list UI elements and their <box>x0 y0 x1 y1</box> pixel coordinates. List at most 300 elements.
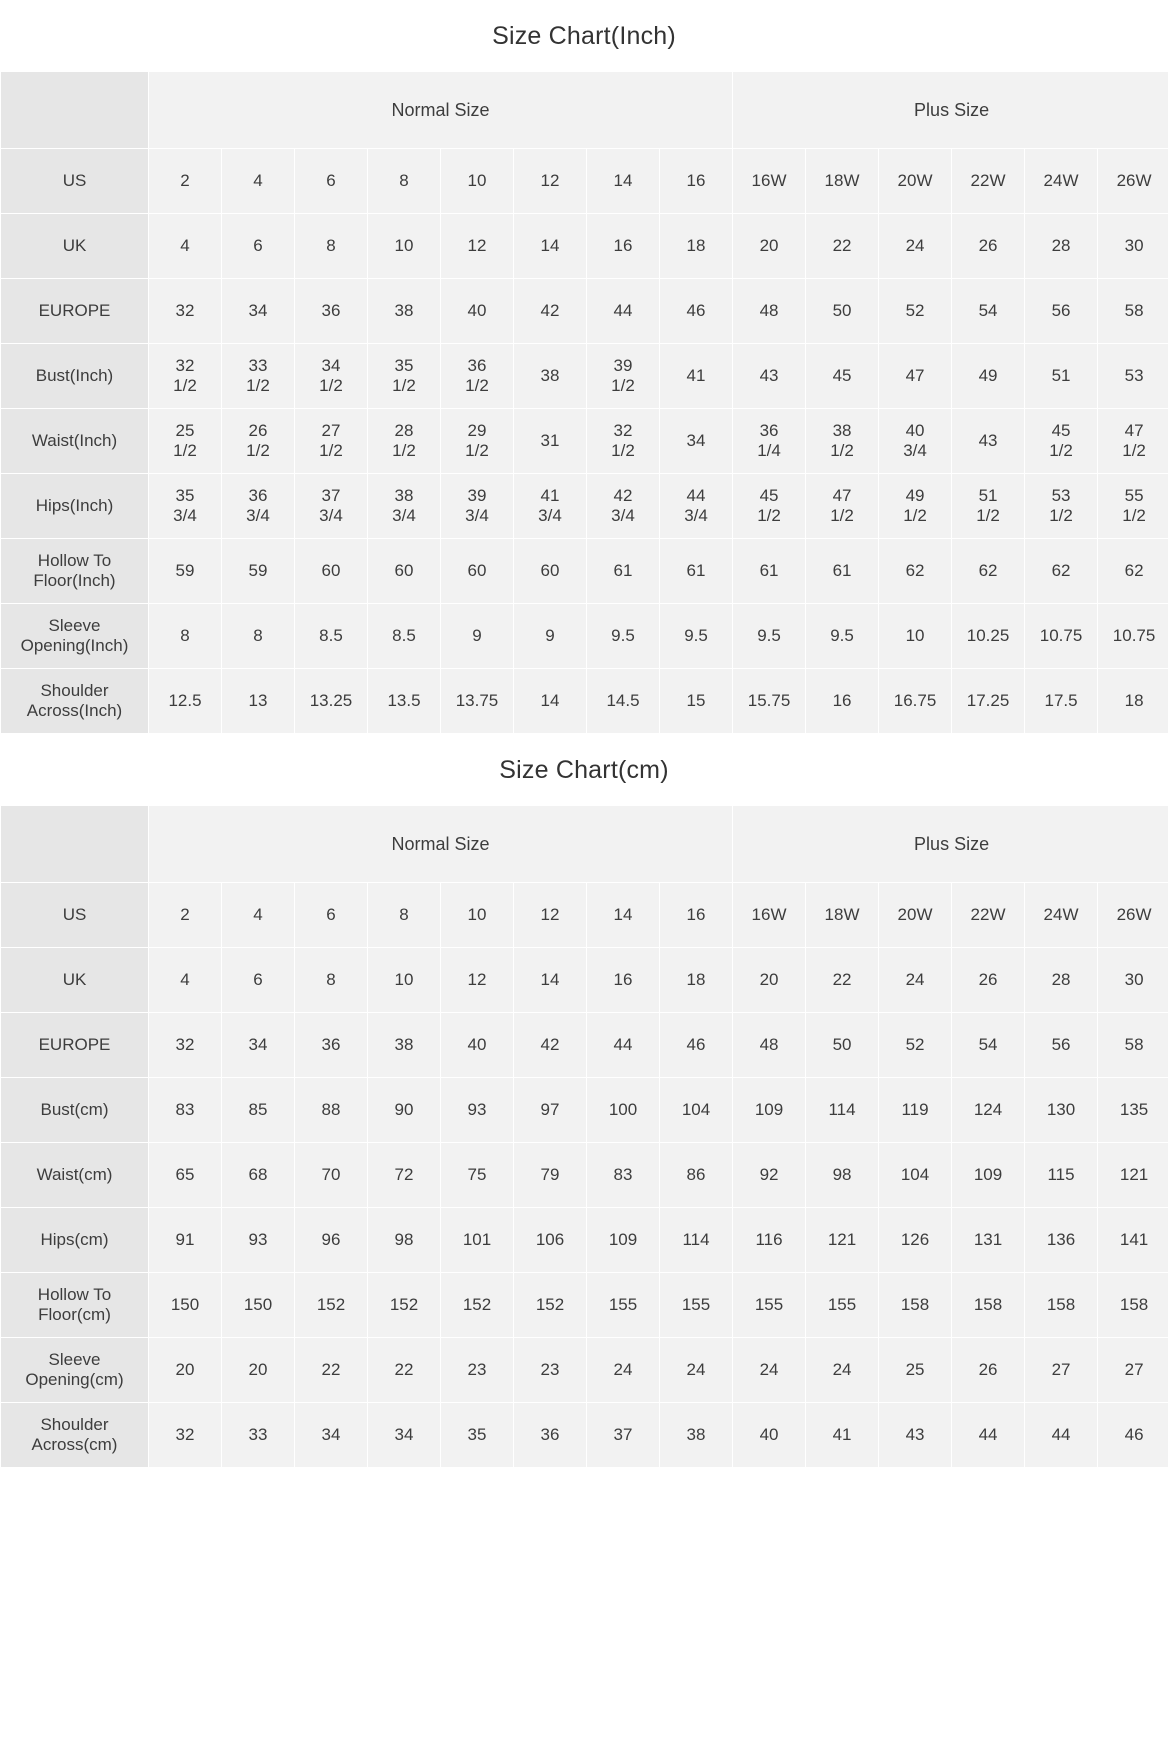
table-row <box>1 279 1168 344</box>
table-cell: 46 <box>1098 1403 1168 1468</box>
table-row-group-header <box>1 72 1168 149</box>
table-cell: 38 <box>368 279 441 344</box>
table-cell: 2 <box>149 883 222 948</box>
table-cell: 60 <box>514 539 587 604</box>
table-cell: 8 <box>149 604 222 669</box>
table-cell: 44 <box>1025 1403 1098 1468</box>
table-cell: 59 <box>222 539 295 604</box>
table-cell: 28 <box>1025 214 1098 279</box>
table-cell: 26 <box>952 1338 1025 1403</box>
size-table-inch <box>0 71 1168 734</box>
table-cell: 60 <box>295 539 368 604</box>
table-cell: 83 <box>587 1143 660 1208</box>
table-cell: 13 <box>222 669 295 734</box>
table-cell: 37 3/4 <box>295 474 368 539</box>
table-row <box>1 474 1168 539</box>
table-cell: 60 <box>368 539 441 604</box>
table-row <box>1 669 1168 734</box>
table-cell: 52 <box>879 279 952 344</box>
table-row-group-header <box>1 806 1168 883</box>
table-cell: 121 <box>1098 1143 1168 1208</box>
table-cell: 42 <box>514 1013 587 1078</box>
table-cell: 70 <box>295 1143 368 1208</box>
table-cell: 15 <box>660 669 733 734</box>
table-cell: 13.5 <box>368 669 441 734</box>
table-cell: 20 <box>733 214 806 279</box>
table-cell: 115 <box>1025 1143 1098 1208</box>
table-cell: 61 <box>806 539 879 604</box>
table-cell: 32 <box>149 279 222 344</box>
table-cell: 16 <box>660 883 733 948</box>
table-cell: 16 <box>660 149 733 214</box>
table-cell: 30 <box>1098 214 1168 279</box>
table-cell: 9.5 <box>587 604 660 669</box>
table-row <box>1 1273 1168 1338</box>
table-cell: 58 <box>1098 279 1168 344</box>
table-cell: 8 <box>368 149 441 214</box>
table-cell: 36 1/4 <box>733 409 806 474</box>
table-cell: 75 <box>441 1143 514 1208</box>
table-cell: 27 1/2 <box>295 409 368 474</box>
table-cell: 12 <box>514 149 587 214</box>
table-cell: 155 <box>660 1273 733 1338</box>
table-cell: 26 <box>952 948 1025 1013</box>
table-cell: 16.75 <box>879 669 952 734</box>
table-cell: 109 <box>587 1208 660 1273</box>
table-cell: 32 <box>149 1013 222 1078</box>
row-header-waist-cm: Waist(cm) <box>1 1143 149 1208</box>
table-cell: 8 <box>295 214 368 279</box>
table-cell: 18 <box>660 948 733 1013</box>
table-cell: 32 1/2 <box>149 344 222 409</box>
table-cell: 34 <box>295 1403 368 1468</box>
table-cell: 158 <box>1025 1273 1098 1338</box>
table-cell: 2 <box>149 149 222 214</box>
table-cell: 44 <box>587 1013 660 1078</box>
table-cell: 158 <box>879 1273 952 1338</box>
table-cell: 42 <box>514 279 587 344</box>
table-cell: 91 <box>149 1208 222 1273</box>
group-header-normal-size: Normal Size <box>149 806 733 883</box>
table-cell: 43 <box>952 409 1025 474</box>
table-cell: 62 <box>1098 539 1168 604</box>
table-cell: 40 3/4 <box>879 409 952 474</box>
table-cell: 24 <box>733 1338 806 1403</box>
table-cell: 24 <box>806 1338 879 1403</box>
table-cell: 85 <box>222 1078 295 1143</box>
table-cell: 62 <box>1025 539 1098 604</box>
table-cell: 158 <box>952 1273 1025 1338</box>
table-cell: 26 <box>952 214 1025 279</box>
table-cell: 104 <box>660 1078 733 1143</box>
group-header-plus-size: Plus Size <box>733 72 1168 149</box>
table-cell: 58 <box>1098 1013 1168 1078</box>
row-header-shoulder-across-inch: Shoulder Across(Inch) <box>1 669 149 734</box>
table-cell: 152 <box>441 1273 514 1338</box>
table-cell: 20 <box>222 1338 295 1403</box>
row-header-sleeve-opening-inch: Sleeve Opening(Inch) <box>1 604 149 669</box>
table-cell: 88 <box>295 1078 368 1143</box>
row-header-europe: EUROPE <box>1 279 149 344</box>
table-row <box>1 1403 1168 1468</box>
table-cell: 141 <box>1098 1208 1168 1273</box>
table-row <box>1 214 1168 279</box>
table-cell: 109 <box>733 1078 806 1143</box>
table-cell: 56 <box>1025 1013 1098 1078</box>
table-cell: 6 <box>222 948 295 1013</box>
table-cell: 62 <box>952 539 1025 604</box>
table-cell: 4 <box>149 214 222 279</box>
table-cell: 9 <box>441 604 514 669</box>
table-cell: 50 <box>806 279 879 344</box>
table-cell: 93 <box>441 1078 514 1143</box>
table-cell: 28 1/2 <box>368 409 441 474</box>
table-cell: 40 <box>441 279 514 344</box>
row-header-bust-inch: Bust(Inch) <box>1 344 149 409</box>
table-cell: 12.5 <box>149 669 222 734</box>
table-cell: 10 <box>441 149 514 214</box>
table-cell: 40 <box>441 1013 514 1078</box>
table-cell: 33 <box>222 1403 295 1468</box>
table-cell: 54 <box>952 1013 1025 1078</box>
table-cell: 20W <box>879 883 952 948</box>
table-cell: 35 1/2 <box>368 344 441 409</box>
table-cell: 6 <box>222 214 295 279</box>
table-cell: 83 <box>149 1078 222 1143</box>
table-cell: 27 <box>1025 1338 1098 1403</box>
table-row <box>1 948 1168 1013</box>
table-cell: 24 <box>879 214 952 279</box>
table-cell: 98 <box>368 1208 441 1273</box>
table-cell: 65 <box>149 1143 222 1208</box>
table-cell: 18 <box>660 214 733 279</box>
table-cell: 20 <box>733 948 806 1013</box>
table-cell: 62 <box>879 539 952 604</box>
table-cell: 9.5 <box>660 604 733 669</box>
table-cell: 35 3/4 <box>149 474 222 539</box>
table-cell: 119 <box>879 1078 952 1143</box>
table-cell: 22 <box>295 1338 368 1403</box>
table-cell: 44 <box>587 279 660 344</box>
table-cell: 6 <box>295 149 368 214</box>
table-cell: 8.5 <box>368 604 441 669</box>
row-header-hips-cm: Hips(cm) <box>1 1208 149 1273</box>
table-cell: 10.75 <box>1098 604 1168 669</box>
table-cell: 124 <box>952 1078 1025 1143</box>
table-row <box>1 1143 1168 1208</box>
table-cell: 30 <box>1098 948 1168 1013</box>
table-cell: 25 1/2 <box>149 409 222 474</box>
row-header-waist-inch: Waist(Inch) <box>1 409 149 474</box>
table-cell: 38 <box>660 1403 733 1468</box>
table-cell: 40 <box>733 1403 806 1468</box>
table-cell: 48 <box>733 1013 806 1078</box>
table-cell: 32 1/2 <box>587 409 660 474</box>
table-corner-cell <box>1 72 149 149</box>
table-cell: 61 <box>660 539 733 604</box>
table-cell: 50 <box>806 1013 879 1078</box>
row-header-uk: UK <box>1 214 149 279</box>
table-cell: 35 <box>441 1403 514 1468</box>
table-cell: 33 1/2 <box>222 344 295 409</box>
table-row <box>1 883 1168 948</box>
group-header-normal-size: Normal Size <box>149 72 733 149</box>
page-title-inch: Size Chart(Inch) <box>492 22 676 50</box>
table-cell: 136 <box>1025 1208 1098 1273</box>
table-cell: 16W <box>733 149 806 214</box>
table-cell: 53 <box>1098 344 1168 409</box>
table-cell: 41 3/4 <box>514 474 587 539</box>
table-cell: 20 <box>149 1338 222 1403</box>
table-cell: 34 <box>222 1013 295 1078</box>
table-cell: 37 <box>587 1403 660 1468</box>
table-cell: 45 1/2 <box>1025 409 1098 474</box>
table-cell: 68 <box>222 1143 295 1208</box>
table-cell: 28 <box>1025 948 1098 1013</box>
table-cell: 121 <box>806 1208 879 1273</box>
table-cell: 42 3/4 <box>587 474 660 539</box>
table-cell: 100 <box>587 1078 660 1143</box>
table-cell: 24W <box>1025 149 1098 214</box>
table-cell: 13.75 <box>441 669 514 734</box>
table-cell: 49 <box>952 344 1025 409</box>
table-cell: 96 <box>295 1208 368 1273</box>
table-cell: 150 <box>222 1273 295 1338</box>
table-cell: 98 <box>806 1143 879 1208</box>
size-table-cm-body <box>1 806 1168 1468</box>
table-cell: 12 <box>441 948 514 1013</box>
table-cell: 36 3/4 <box>222 474 295 539</box>
table-cell: 51 <box>1025 344 1098 409</box>
table-cell: 90 <box>368 1078 441 1143</box>
table-cell: 26W <box>1098 883 1168 948</box>
table-cell: 48 <box>733 279 806 344</box>
table-cell: 56 <box>1025 279 1098 344</box>
table-cell: 55 1/2 <box>1098 474 1168 539</box>
table-cell: 72 <box>368 1143 441 1208</box>
table-cell: 17.25 <box>952 669 1025 734</box>
table-cell: 46 <box>660 279 733 344</box>
table-cell: 15.75 <box>733 669 806 734</box>
row-header-shoulder-across-cm: Shoulder Across(cm) <box>1 1403 149 1468</box>
table-cell: 26W <box>1098 149 1168 214</box>
table-cell: 51 1/2 <box>952 474 1025 539</box>
table-cell: 39 3/4 <box>441 474 514 539</box>
table-cell: 27 <box>1098 1338 1168 1403</box>
size-chart-inch-section <box>0 0 1168 734</box>
page-title-cm: Size Chart(cm) <box>499 756 669 784</box>
table-cell: 12 <box>514 883 587 948</box>
table-cell: 47 1/2 <box>806 474 879 539</box>
table-cell: 24W <box>1025 883 1098 948</box>
table-cell: 24 <box>587 1338 660 1403</box>
table-cell: 152 <box>368 1273 441 1338</box>
table-cell: 29 1/2 <box>441 409 514 474</box>
table-cell: 44 3/4 <box>660 474 733 539</box>
table-row <box>1 1013 1168 1078</box>
table-cell: 10 <box>879 604 952 669</box>
table-cell: 26 1/2 <box>222 409 295 474</box>
table-cell: 34 <box>222 279 295 344</box>
table-cell: 47 <box>879 344 952 409</box>
row-header-bust-cm: Bust(cm) <box>1 1078 149 1143</box>
row-header-us: US <box>1 883 149 948</box>
row-header-hollow-to-floor-inch: Hollow To Floor(Inch) <box>1 539 149 604</box>
table-cell: 22 <box>368 1338 441 1403</box>
table-cell: 10 <box>368 948 441 1013</box>
table-cell: 44 <box>952 1403 1025 1468</box>
table-row <box>1 604 1168 669</box>
table-cell: 114 <box>660 1208 733 1273</box>
table-cell: 86 <box>660 1143 733 1208</box>
table-corner-cell <box>1 806 149 883</box>
table-cell: 61 <box>733 539 806 604</box>
table-cell: 61 <box>587 539 660 604</box>
table-cell: 8 <box>222 604 295 669</box>
table-cell: 155 <box>806 1273 879 1338</box>
table-cell: 14 <box>587 149 660 214</box>
row-header-sleeve-opening-cm: Sleeve Opening(cm) <box>1 1338 149 1403</box>
table-cell: 116 <box>733 1208 806 1273</box>
size-table-cm <box>0 805 1168 1468</box>
table-cell: 36 1/2 <box>441 344 514 409</box>
table-cell: 36 <box>295 1013 368 1078</box>
table-cell: 109 <box>952 1143 1025 1208</box>
table-cell: 18W <box>806 883 879 948</box>
table-cell: 4 <box>222 883 295 948</box>
table-cell: 126 <box>879 1208 952 1273</box>
table-cell: 41 <box>660 344 733 409</box>
row-header-uk: UK <box>1 948 149 1013</box>
table-cell: 14 <box>587 883 660 948</box>
table-cell: 47 1/2 <box>1098 409 1168 474</box>
table-cell: 9 <box>514 604 587 669</box>
table-cell: 152 <box>295 1273 368 1338</box>
group-header-plus-size: Plus Size <box>733 806 1168 883</box>
table-cell: 45 1/2 <box>733 474 806 539</box>
table-cell: 53 1/2 <box>1025 474 1098 539</box>
table-cell: 38 3/4 <box>368 474 441 539</box>
table-cell: 23 <box>441 1338 514 1403</box>
table-cell: 24 <box>660 1338 733 1403</box>
table-row <box>1 1338 1168 1403</box>
table-cell: 20W <box>879 149 952 214</box>
table-cell: 34 <box>368 1403 441 1468</box>
table-cell: 135 <box>1098 1078 1168 1143</box>
table-row <box>1 409 1168 474</box>
row-header-us: US <box>1 149 149 214</box>
table-cell: 45 <box>806 344 879 409</box>
table-cell: 16W <box>733 883 806 948</box>
table-cell: 10.25 <box>952 604 1025 669</box>
table-cell: 16 <box>587 214 660 279</box>
table-cell: 18W <box>806 149 879 214</box>
table-cell: 46 <box>660 1013 733 1078</box>
table-cell: 8 <box>368 883 441 948</box>
table-cell: 23 <box>514 1338 587 1403</box>
table-cell: 22W <box>952 883 1025 948</box>
table-cell: 79 <box>514 1143 587 1208</box>
table-cell: 14 <box>514 669 587 734</box>
table-cell: 38 1/2 <box>806 409 879 474</box>
table-cell: 10.75 <box>1025 604 1098 669</box>
table-cell: 54 <box>952 279 1025 344</box>
table-cell: 93 <box>222 1208 295 1273</box>
table-cell: 25 <box>879 1338 952 1403</box>
table-cell: 150 <box>149 1273 222 1338</box>
table-cell: 8.5 <box>295 604 368 669</box>
table-cell: 101 <box>441 1208 514 1273</box>
row-header-europe: EUROPE <box>1 1013 149 1078</box>
table-cell: 39 1/2 <box>587 344 660 409</box>
table-cell: 38 <box>514 344 587 409</box>
table-cell: 106 <box>514 1208 587 1273</box>
row-header-hollow-to-floor-cm: Hollow To Floor(cm) <box>1 1273 149 1338</box>
table-cell: 18 <box>1098 669 1168 734</box>
table-cell: 14 <box>514 214 587 279</box>
table-cell: 158 <box>1098 1273 1168 1338</box>
table-row <box>1 539 1168 604</box>
table-cell: 8 <box>295 948 368 1013</box>
table-cell: 4 <box>222 149 295 214</box>
table-cell: 130 <box>1025 1078 1098 1143</box>
table-cell: 49 1/2 <box>879 474 952 539</box>
table-cell: 114 <box>806 1078 879 1143</box>
table-cell: 155 <box>733 1273 806 1338</box>
table-row <box>1 149 1168 214</box>
table-cell: 36 <box>295 279 368 344</box>
table-cell: 59 <box>149 539 222 604</box>
table-cell: 104 <box>879 1143 952 1208</box>
table-cell: 9.5 <box>806 604 879 669</box>
table-cell: 16 <box>587 948 660 1013</box>
table-cell: 12 <box>441 214 514 279</box>
table-cell: 43 <box>733 344 806 409</box>
row-header-hips-inch: Hips(Inch) <box>1 474 149 539</box>
table-cell: 22 <box>806 214 879 279</box>
table-cell: 17.5 <box>1025 669 1098 734</box>
table-cell: 34 1/2 <box>295 344 368 409</box>
table-cell: 43 <box>879 1403 952 1468</box>
table-cell: 34 <box>660 409 733 474</box>
table-row <box>1 344 1168 409</box>
table-cell: 32 <box>149 1403 222 1468</box>
table-cell: 131 <box>952 1208 1025 1273</box>
table-cell: 22W <box>952 149 1025 214</box>
table-cell: 10 <box>368 214 441 279</box>
table-cell: 52 <box>879 1013 952 1078</box>
table-row <box>1 1078 1168 1143</box>
table-cell: 155 <box>587 1273 660 1338</box>
table-cell: 38 <box>368 1013 441 1078</box>
table-cell: 60 <box>441 539 514 604</box>
table-cell: 13.25 <box>295 669 368 734</box>
table-cell: 36 <box>514 1403 587 1468</box>
table-cell: 24 <box>879 948 952 1013</box>
table-cell: 10 <box>441 883 514 948</box>
table-cell: 152 <box>514 1273 587 1338</box>
table-cell: 4 <box>149 948 222 1013</box>
table-cell: 14.5 <box>587 669 660 734</box>
table-cell: 41 <box>806 1403 879 1468</box>
table-cell: 97 <box>514 1078 587 1143</box>
table-cell: 16 <box>806 669 879 734</box>
table-cell: 22 <box>806 948 879 1013</box>
table-cell: 14 <box>514 948 587 1013</box>
table-cell: 6 <box>295 883 368 948</box>
table-row <box>1 1208 1168 1273</box>
table-cell: 31 <box>514 409 587 474</box>
